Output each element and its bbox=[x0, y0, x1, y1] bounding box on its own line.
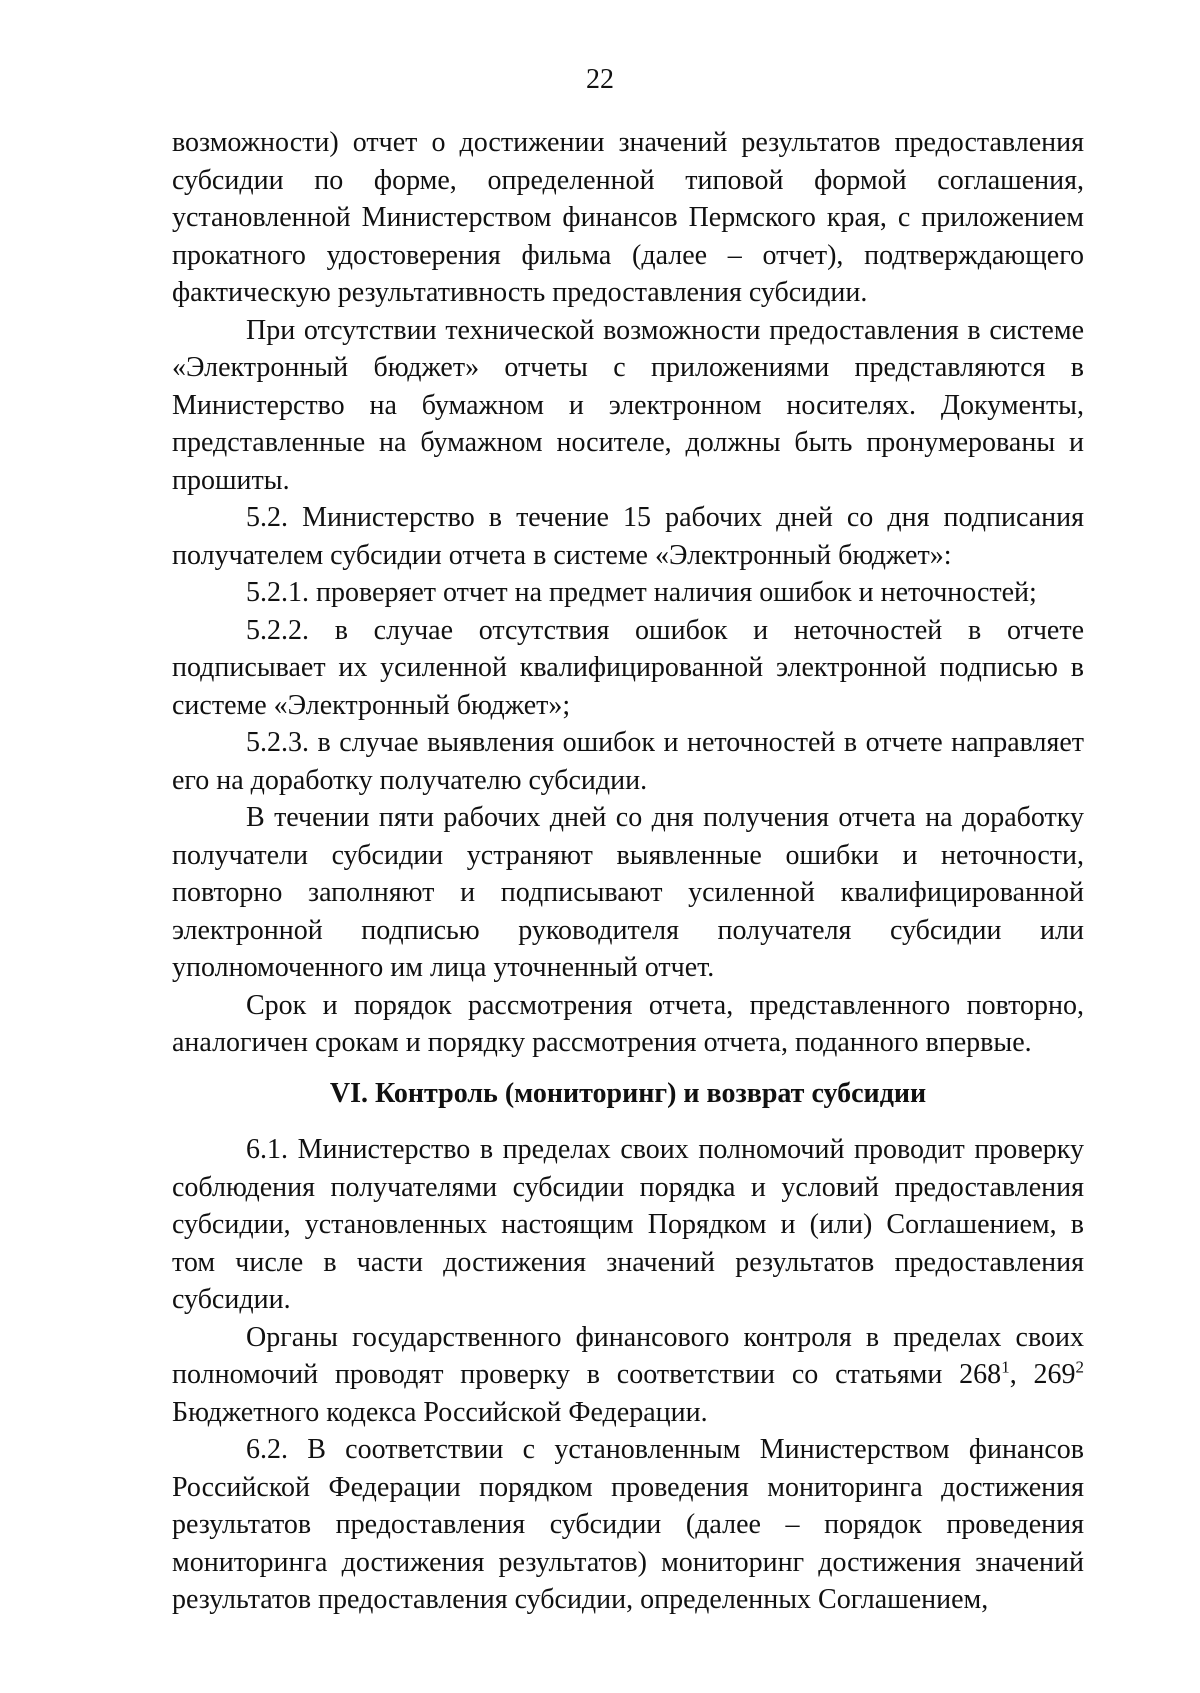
superscript-2: 2 bbox=[1075, 1357, 1085, 1377]
section-heading: VI. Контроль (мониторинг) и возврат субсидии bbox=[329, 1077, 927, 1109]
paragraph-rework-deadline: В течении пяти рабочих дней со дня получения отчета на доработку получатели субсидии устраняют выявленные ошибки и неточности, повторно заполняют и подписывают усиленной квалифицированной электронной подписью руководителя получателя субсидии или уполномоченного им лица уточненный отчет. bbox=[172, 802, 1084, 983]
paragraph-resubmission-terms: Срок и порядок рассмотрения отчета, представленного повторно, аналогичен срокам и порядку рассмотрения отчета, поданного впервые. bbox=[172, 989, 1084, 1058]
page-number: 22 bbox=[586, 64, 614, 95]
financial-control-text-c: Бюджетного кодекса Российской Федерации. bbox=[172, 1396, 708, 1428]
paragraph-paper-submission: При отсутствии технической возможности предоставления в системе «Электронный бюджет» отчеты с приложениями представляются в Министерство на бумажном и электронном носителях. Документы, представленные на бумажном носителе, должны быть пронумерованы и прошиты. bbox=[172, 314, 1084, 496]
paragraph-5-2: 5.2. Министерство в течение 15 рабочих дней со дня подписания получателем субсидии отчета в системе «Электронный бюджет»: bbox=[172, 502, 1084, 571]
paragraph-5-2-1: 5.2.1. проверяет отчет на предмет наличия ошибок и неточностей; bbox=[246, 577, 1037, 608]
paragraph-6-1: 6.1. Министерство в пределах своих полномочий проводит проверку соблюдения получателями субсидии порядка и условий предоставления субсидии, установленных настоящим Порядком и (или) Соглашением, в том числе в части достижения значений результатов предоставления субсидии. bbox=[172, 1134, 1084, 1315]
financial-control-text-b: , 269 bbox=[1009, 1359, 1076, 1390]
paragraph-5-2-3: 5.2.3. в случае выявления ошибок и неточностей в отчете направляет его на доработку получателю субсидии. bbox=[172, 727, 1084, 796]
paragraph-5-2-2: 5.2.2. в случае отсутствия ошибок и неточностей в отчете подписывает их усиленной квалифицированной электронной подписью в системе «Электронный бюджет»; bbox=[172, 614, 1084, 721]
document-body bbox=[172, 124, 1084, 1619]
financial-control-text-a: Органы государственного финансового контроля в пределах своих полномочий проводят проверку в соответствии со статьями 268 bbox=[172, 1321, 1084, 1390]
paragraph-continuation: возможности) отчет о достижении значений результатов предоставления субсидии по форме, определенной типовой формой соглашения, установленной Министерством финансов Пермского края, с приложением прокатного удостоверения фильма (далее – отчет), подтверждающего фактическую результативность предоставления субсидии. bbox=[172, 127, 1084, 308]
paragraph-financial-control bbox=[172, 1319, 1084, 1432]
paragraph-6-2: 6.2. В соответствии с установленным Министерством финансов Российской Федерации порядком проведения мониторинга достижения результатов предоставления субсидии (далее – порядок проведения мониторинга достижения результатов) мониторинг достижения значений результатов предоставления субсидии, определенных Соглашением, bbox=[172, 1434, 1084, 1615]
superscript-1: 1 bbox=[1001, 1357, 1010, 1377]
